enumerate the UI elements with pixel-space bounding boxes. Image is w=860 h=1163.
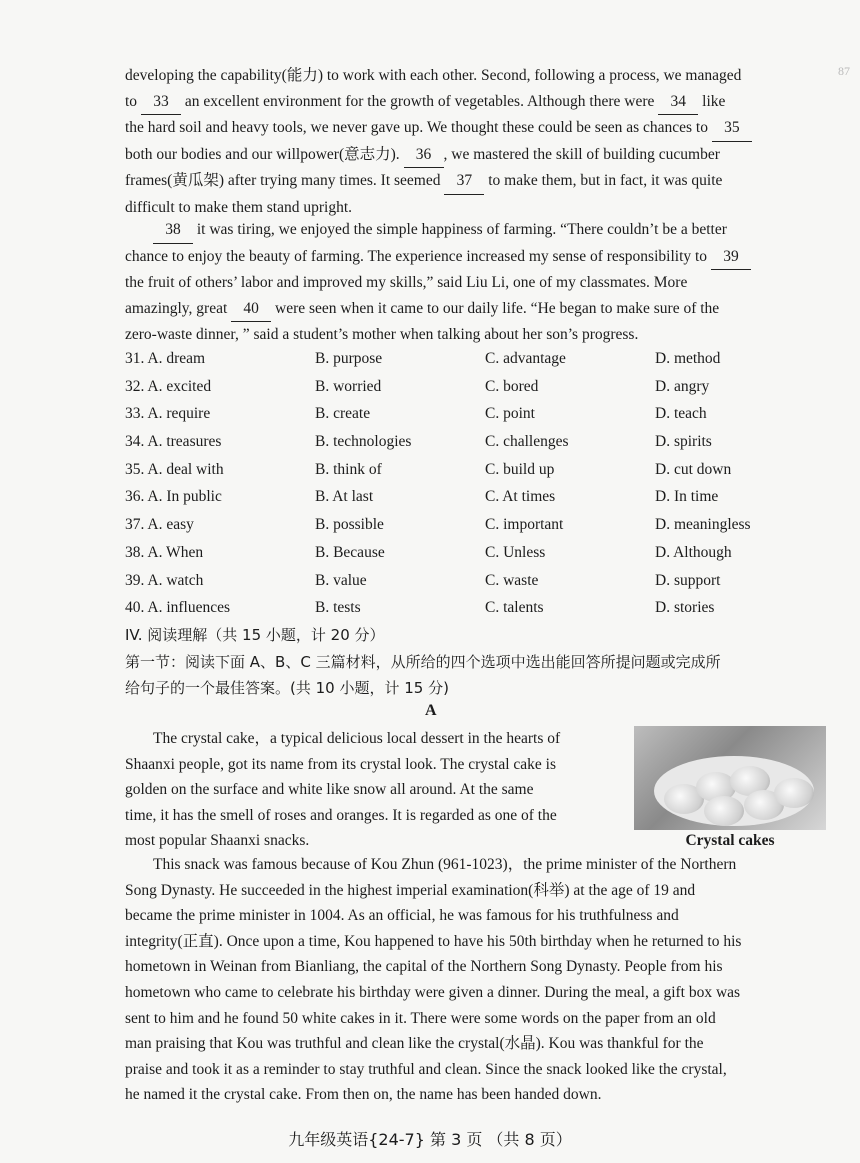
text-line: both our bodies and our willpower(意志力). 36 , we mastered the skill of building cucumber <box>125 142 825 169</box>
text-line: sent to him and he found 50 white cakes in it. There were some words on the paper from an old <box>125 1009 716 1027</box>
option-c: C. bored <box>485 377 539 395</box>
option-c: C. talents <box>485 599 544 617</box>
blank-number: 33 <box>141 89 181 116</box>
question-row <box>125 346 825 374</box>
text-line: he named it the crystal cake. From then on, the name has been handed down. <box>125 1086 602 1104</box>
question-row <box>125 568 825 596</box>
section-1-instructions: 第一节：阅读下面 A、B、C 三篇材料，从所给的四个选项中选出能回答所提问题或完成所 <box>125 653 721 671</box>
reading-a-paragraph-1 <box>125 726 617 854</box>
question-row <box>125 484 825 512</box>
text-line: man praising that Kou was truthful and clean like the crystal(水晶). Kou was thankful for the <box>125 1035 704 1053</box>
crystal-cakes-photo <box>634 726 826 830</box>
option-d: D. method <box>655 350 721 367</box>
section-iv-heading: IV. 阅读理解（共 15 小题，计 20 分） <box>125 626 385 644</box>
text-line: most popular Shaanxi snacks. <box>125 832 310 850</box>
option-d: D. In time <box>655 488 719 506</box>
question-row <box>125 457 825 485</box>
option-c: C. build up <box>485 460 555 478</box>
option-d: D. Although <box>655 543 732 561</box>
option-b: B. tests <box>315 599 361 617</box>
option-d: D. angry <box>655 377 710 395</box>
option-a: 35. A. deal with <box>125 460 224 478</box>
blank-number: 37 <box>444 168 484 195</box>
blank-number: 39 <box>711 244 751 271</box>
text-line: Song Dynasty. He succeeded in the highest imperial examination(科举) at the age of 19 and <box>125 881 696 899</box>
text-line: praise and took it as a reminder to stay truthful and clean. Since the snack looked like the crystal, <box>125 1060 727 1078</box>
text-line: hometown in Weinan from Bianliang, the capital of the Northern Song Dynasty. People from his <box>125 958 723 976</box>
photo-caption: Crystal cakes <box>685 832 775 849</box>
option-c: C. challenges <box>485 433 569 451</box>
text-line: to 33 an excellent environment for the growth of vegetables. Although there were 34 like <box>125 89 825 116</box>
option-d: D. spirits <box>655 433 712 451</box>
page-footer: 九年级英语{24-7} 第 3 页 （共 8 页） <box>288 1130 572 1149</box>
option-c: C. point <box>485 405 535 423</box>
option-a: 37. A. easy <box>125 516 194 534</box>
option-b: B. worried <box>315 377 382 395</box>
option-b: B. possible <box>315 516 384 534</box>
question-row <box>125 512 825 540</box>
cloze-options <box>125 346 825 623</box>
option-a: 40. A. influences <box>125 599 231 617</box>
text-line: the hard soil and heavy tools, we never gave up. We thought these could be seen as chances to 35 <box>125 115 825 142</box>
option-b: B. think of <box>315 460 382 478</box>
text-line: integrity(正直). Once upon a time, Kou happened to have his 50th birthday when he returned to his <box>125 932 742 950</box>
text-line: chance to enjoy the beauty of farming. The experience increased my sense of responsibility to 39 <box>125 244 825 271</box>
margin-mark: 87 <box>838 64 850 78</box>
text-line: golden on the surface and white like snow all around. At the same <box>125 781 534 799</box>
option-b: B. Because <box>315 543 385 561</box>
text-line: 38 it was tiring, we enjoyed the simple happiness of farming. “There couldn’t be a better <box>125 217 825 244</box>
option-c: C. waste <box>485 571 539 589</box>
blank-number: 38 <box>153 217 193 244</box>
passage-letter: A <box>425 702 437 719</box>
option-d: D. support <box>655 571 721 589</box>
text-line: amazingly, great 40 were seen when it came to our daily life. “He began to make sure of the <box>125 296 825 323</box>
reading-a-paragraph-2 <box>125 852 825 1108</box>
option-d: D. stories <box>655 599 715 617</box>
blank-number: 35 <box>712 115 752 142</box>
text-line: the fruit of others’ labor and improved my skills,” said Liu Li, one of my classmates. More <box>125 274 688 292</box>
blank-number: 34 <box>658 89 698 116</box>
question-row <box>125 374 825 402</box>
text-line: became the prime minister in 1004. As an official, he was famous for his truthfulness and <box>125 907 679 925</box>
option-c: C. Unless <box>485 543 546 561</box>
question-row <box>125 401 825 429</box>
option-b: B. create <box>315 405 371 423</box>
question-row <box>125 540 825 568</box>
option-b: B. At last <box>315 488 374 506</box>
option-d: D. meaningless <box>655 516 751 534</box>
text-line: The crystal cake，a typical delicious local dessert in the hearts of <box>153 730 561 747</box>
option-b: B. purpose <box>315 350 383 367</box>
option-d: D. cut down <box>655 460 732 478</box>
text-line: difficult to make them stand upright. <box>125 198 353 216</box>
option-c: C. At times <box>485 488 556 506</box>
text-line: developing the capability(能力) to work with each other. Second, following a process, we managed <box>125 67 742 84</box>
option-d: D. teach <box>655 405 707 423</box>
question-row <box>125 595 825 623</box>
option-a: 31. A. dream <box>125 350 206 367</box>
blank-number: 40 <box>231 296 271 323</box>
text-line: zero-waste dinner, ” said a student’s mother when talking about her son’s progress. <box>125 326 639 344</box>
option-a: 32. A. excited <box>125 377 212 395</box>
text-line: hometown who came to celebrate his birthday were given a dinner. During the meal, a gift box was <box>125 983 741 1001</box>
cloze-paragraph-2 <box>125 217 825 348</box>
text-line: frames(黄瓜架) after trying many times. It seemed 37 to make them, but in fact, it was quite <box>125 168 825 195</box>
option-b: B. value <box>315 571 367 589</box>
text-line: Shaanxi people, got its name from its crystal look. The crystal cake is <box>125 755 557 773</box>
option-b: B. technologies <box>315 433 412 451</box>
section-1-instructions-cont: 给句子的一个最佳答案。(共 10 小题，计 15 分) <box>125 679 449 697</box>
blank-number: 36 <box>404 142 444 169</box>
option-c: C. important <box>485 516 564 534</box>
option-c: C. advantage <box>485 350 566 367</box>
cloze-paragraph-1 <box>125 63 825 221</box>
option-a: 36. A. In public <box>125 488 222 506</box>
option-a: 39. A. watch <box>125 571 204 589</box>
text-line: time, it has the smell of roses and oranges. It is regarded as one of the <box>125 806 557 824</box>
text-line: This snack was famous because of Kou Zhun (961-1023)，the prime minister of the Northern <box>153 856 737 873</box>
option-a: 38. A. When <box>125 543 204 561</box>
option-a: 34. A. treasures <box>125 433 222 451</box>
option-a: 33. A. require <box>125 405 211 423</box>
question-row <box>125 429 825 457</box>
